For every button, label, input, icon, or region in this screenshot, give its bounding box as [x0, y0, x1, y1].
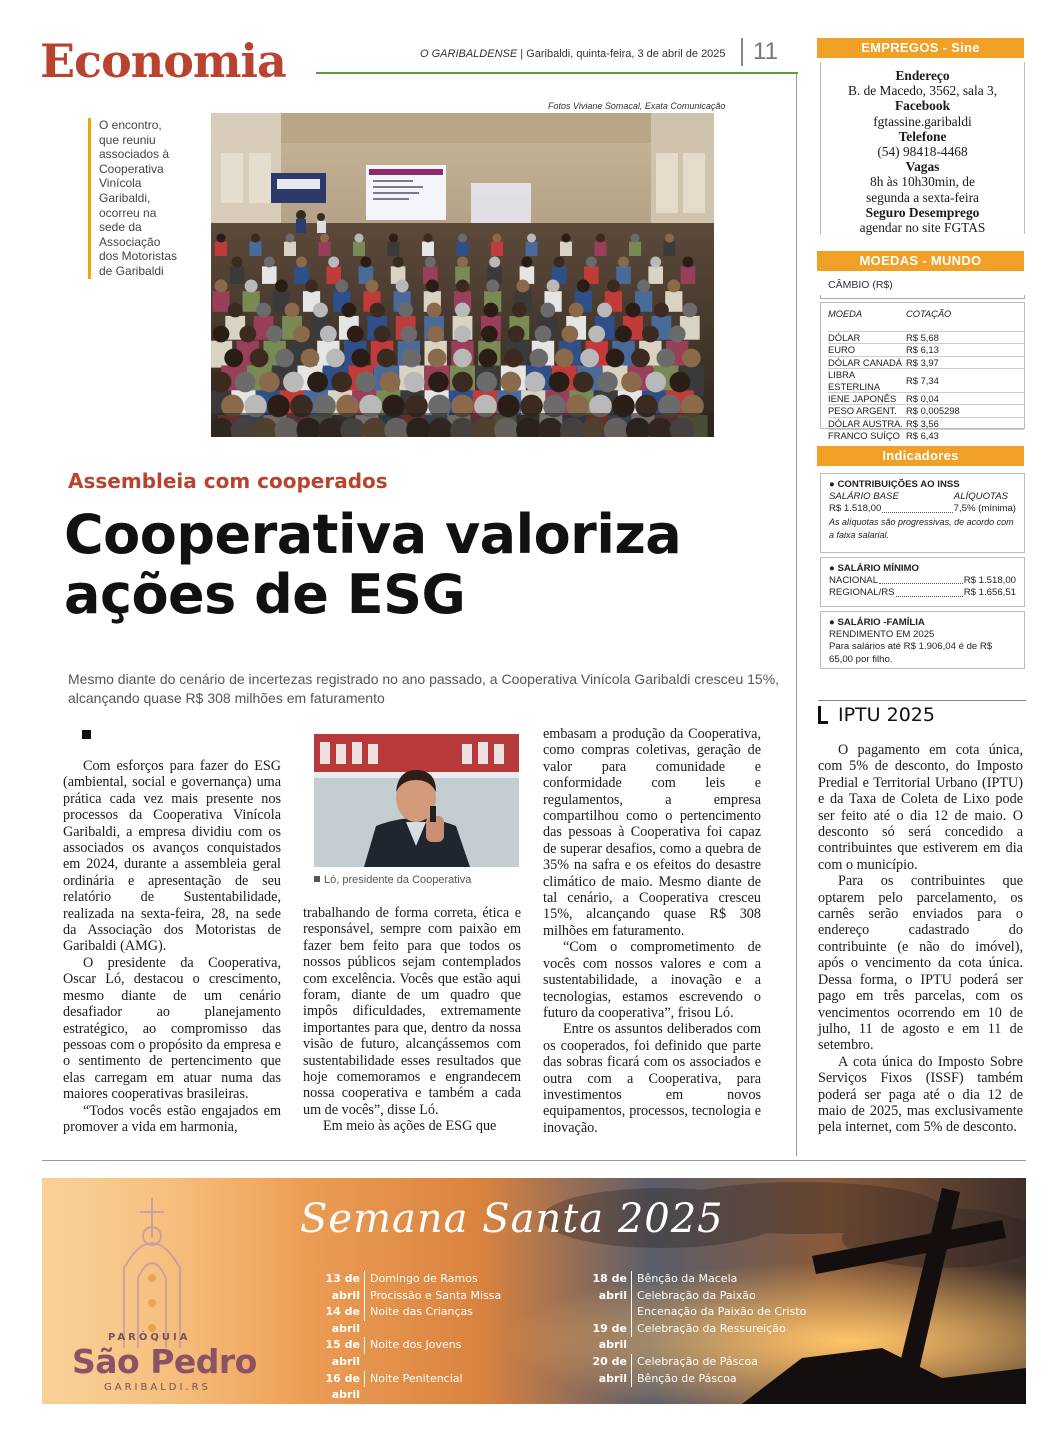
seguro-label: Seguro Desemprego: [865, 204, 980, 220]
article-headline: [64, 505, 784, 625]
article-paragraph-continued: embasam a produção da Cooperativa, como compras coletivas, geração de valor para comunidade e conformidade com leis e regulamentos, a empresa compartilhou como o pertencimento das pessoas à Cooperativa foi capaz de superar desafios, como a quebra de 35% na safra e os efeitos do desastre climático de maio. Mesmo diante de tal cenário, a Cooperativa cresceu 15%, alcançando quase R$ 308 milhões em faturamento.: [543, 726, 761, 939]
salario-familia-sub: RENDIMENTO EM 2025: [829, 629, 935, 641]
currency-row: [828, 393, 1024, 405]
event-date: 19 de abril: [592, 1321, 627, 1352]
dateline: Garibaldi, quinta-feira, 3 de abril de 2025: [526, 48, 726, 60]
event-row: [300, 1304, 501, 1337]
salario-familia-text: Para salários até R$ 1.906,04 é de R$ 65,00 por filho.: [829, 641, 993, 665]
event-item: Encenação da Paixão de Cristo: [637, 1305, 807, 1319]
masthead-separator: |: [520, 48, 527, 60]
currency-box: [820, 302, 1025, 442]
iptu-paragraph: O pagamento em cota única, com 5% de desconto, do Imposto Predial e Territorial Urbano (IPTU) e da Taxa de Coleta de Lixo pode ser feito até o dia 12 de maio. O desconto só será concedido a contribuintes que estiverem em dia com o município.: [818, 742, 1023, 873]
publication-name: O GARIBALDENSE: [420, 48, 518, 60]
iptu-column: [818, 742, 1023, 1136]
currency-name: DÓLAR AUSTRA.: [828, 417, 906, 429]
currency-name: FRANCO SUÍÇO: [828, 430, 906, 442]
article-paragraph: Com esforços para fazer do ESG (ambiental, social e governança) uma prática cada vez mais presente nos processos da Cooperativa Vinícola Garibaldi, a empresa dividiu com os associados os avanços conquistados em 2024, durante a assembleia geral ordinária e apresentação de seu relatório de Sustentabilidade, realizada na sexta-feira, 28, na sede da Associação dos Motoristas de Garibaldi (AMG).: [63, 758, 281, 955]
event-row: [300, 1337, 501, 1370]
event-date: 17 de abril: [325, 1404, 360, 1435]
currency-name: DÓLAR CANADÁ: [828, 356, 906, 368]
cotacao-column-header: COTAÇÃO: [906, 309, 952, 319]
telefone-value: (54) 98418-4468: [877, 144, 968, 160]
currency-value: R$ 3,56: [906, 417, 1024, 429]
article-paragraph: “Todos vocês estão engajados em promover a vida em harmonia,: [63, 1102, 281, 1135]
currency-value: R$ 5,68: [906, 332, 1024, 344]
event-items: [631, 1354, 758, 1387]
event-item: Lava-pés: [370, 1421, 420, 1435]
inset-caption-text: Ló, presidente da Cooperativa: [324, 874, 472, 886]
currency-value: R$ 0,04: [906, 393, 1024, 405]
currency-name: PESO ARGENT.: [828, 405, 906, 417]
event-items: [631, 1321, 786, 1338]
iptu-paragraph: A cota única do Imposto Sobre Serviços Fixos (ISSF) também poderá ser paga até o dia 12 de maio de 2025, mas exclusivamente pela internet, com 5% de desconto.: [818, 1053, 1023, 1136]
article-column-3: [543, 726, 761, 1136]
salario-nacional-row: [829, 575, 1016, 587]
vagas-value-1: 8h às 10h30min, de: [870, 174, 975, 190]
event-row: [300, 1271, 501, 1304]
event-date: 14 de abril: [325, 1305, 360, 1335]
event-item: Procissão e Santa Missa: [370, 1288, 502, 1302]
salario-minimo-box: [820, 557, 1025, 607]
currency-row: [828, 405, 1024, 417]
regional-label: REGIONAL/RS: [829, 587, 895, 599]
empregos-box: [820, 62, 1025, 234]
paroquia-label: PARÓQUIA: [108, 1332, 191, 1343]
president-photo: [314, 734, 519, 867]
currency-value: R$ 6,13: [906, 344, 1024, 356]
photo-caption: O encontro, que reuniu associados à Cooperativa Vinícola Garibaldi, ocorreu na sede da Associação dos Motoristas de Garibaldi: [88, 118, 182, 279]
endereco-value: B. de Macedo, 3562, sala 3,: [847, 83, 998, 99]
article-paragraph: Entre os assuntos deliberados com os cooperados, foi definido que parte das sobras ficará com os associados e outra com a Cooperativa, para investimentos em novos equipamentos, processos, tecnologia e inovação.: [543, 1021, 761, 1136]
square-bullet-icon: [82, 730, 91, 739]
moedas-header: MOEDAS - MUNDO: [817, 251, 1024, 271]
currency-name: EURO: [828, 344, 906, 356]
telefone-label: Telefone: [898, 128, 947, 144]
inss-rate: 7,5% (mínima): [953, 503, 1016, 515]
vagas-label: Vagas: [905, 159, 940, 175]
event-items: [364, 1304, 473, 1321]
inss-note: As alíquotas são progressivas, de acordo com a faixa salarial.: [829, 516, 1014, 540]
inss-col-salario: SALÁRIO BASE: [829, 491, 899, 503]
event-item: Celebração da Paixão: [637, 1288, 756, 1302]
inss-base: R$ 1.518,00: [829, 503, 882, 515]
paroquia-city: GARIBALDI.RS: [104, 1382, 211, 1393]
facebook-value: fgtassine.garibaldi: [873, 113, 972, 129]
article-paragraph: Em meio às ações de ESG que: [323, 1118, 497, 1135]
section-title: Economia: [40, 34, 286, 88]
iptu-title: IPTU 2025: [838, 704, 935, 726]
seguro-value: agendar no site FGTAS: [859, 220, 986, 236]
event-row: [300, 1371, 501, 1404]
corner-mark-icon: [818, 706, 828, 724]
currency-row: [828, 430, 1024, 442]
inset-photo-caption: [314, 874, 471, 886]
inss-col-aliquota: ALÍQUOTAS: [953, 491, 1008, 503]
event-date: 15 de abril: [325, 1338, 360, 1368]
article-column-2: [303, 905, 521, 1135]
vagas-value-2: segunda a sexta-feira: [865, 189, 980, 205]
salario-familia-title: ● SALÁRIO -FAMÍLIA: [829, 617, 925, 628]
empregos-header: EMPREGOS - Sine: [817, 38, 1024, 58]
events-left: [300, 1271, 501, 1437]
event-row: [565, 1321, 806, 1354]
event-item: Bênção da Macela: [637, 1272, 738, 1285]
paroquia-name: São Pedro: [72, 1342, 257, 1381]
headline-line-1: Cooperativa valoriza: [64, 503, 682, 566]
event-item: Domingo de Ramos: [370, 1272, 478, 1285]
caption-square-icon: [314, 876, 320, 882]
nacional-value: R$ 1.518,00: [963, 575, 1016, 587]
endereco-label: Endereço: [895, 68, 950, 83]
event-item: Noite das Crianças: [370, 1305, 474, 1319]
event-item: Celebração de Páscoa: [637, 1354, 758, 1368]
event-items: [364, 1337, 462, 1354]
currency-name: LIBRA ESTERLINA: [828, 369, 906, 393]
event-item: Bênção de Páscoa: [637, 1371, 737, 1385]
salario-regional-row: [829, 587, 1016, 599]
inss-box: [820, 473, 1025, 553]
currency-value: R$ 6,43: [906, 430, 1024, 442]
inss-title: ● CONTRIBUIÇÕES AO INSS: [829, 479, 960, 490]
currency-name: IENE JAPONÊS: [828, 393, 906, 405]
currency-table: [828, 331, 1024, 442]
article-paragraph-continued: trabalhando de forma correta, ética e responsável, sempre com paixão em fazer bem feito para que todos os nossos públicos sejam contemplados com excelência. Vocês que estão aqui foram, diante de um quadro que impôs dificuldades, extremamente importantes para que, dentro da nossa visão de futuro, alcançássemos com sustentabilidade esses resultados que hoje comemoramos e engrandecem nossa cooperativa e também a cada um de vocês”, disse Ló.: [303, 905, 521, 1118]
banner-rule: [42, 1160, 1026, 1161]
article-paragraph: “Com o comprometimento de vocês com nossos valores e com a sustentabilidade, a inovação e a tecnologias, estamos escrevendo o futuro da cooperativa”, frisou Ló.: [543, 939, 761, 1021]
event-row: [565, 1354, 806, 1387]
page-number: 11: [741, 38, 778, 66]
event-items: [364, 1271, 501, 1304]
inss-column-headers: [829, 491, 1016, 503]
salario-minimo-title: ● SALÁRIO MÍNIMO: [829, 563, 920, 574]
nacional-label: NACIONAL: [829, 575, 879, 587]
currency-row: [828, 344, 1024, 356]
event-date: 16 de abril: [325, 1371, 360, 1402]
inss-row: [829, 503, 1016, 515]
masthead: [420, 48, 726, 60]
event-date: 13 de abril: [325, 1272, 360, 1302]
iptu-paragraph: Para os contribuintes que optarem pelo parcelamento, os carnês serão enviados para o endereço cadastrado do contribuinte (e não do imóvel), após o vencimento da cota única. Dessa forma, o IPTU poderá ser pago em três parcelas, com os vencimentos ocorrendo em 10 de julho, 11 de agosto e em 11 de setembro.: [818, 873, 1023, 1054]
assembly-photo: [211, 113, 714, 437]
headline-line-2: ações de ESG: [64, 563, 466, 626]
event-date: 20 de abril: [592, 1354, 627, 1385]
column-divider: [796, 74, 797, 1156]
currency-name: DÓLAR: [828, 332, 906, 344]
article-paragraph: O presidente da Cooperativa, Oscar Ló, destacou o crescimento, mesmo diante de um cenário desafiador ao planejamento estratégico, ao compromisso das pessoas com o propósito da empresa e o sentimento de pertencimento que elas carregam em atuar numa das maiores cooperativas brasileiras.: [63, 954, 281, 1103]
article-column-1: [63, 758, 281, 1135]
event-items: [631, 1271, 806, 1321]
currency-value: R$ 0,005298: [906, 405, 1024, 417]
header-rule: [316, 72, 798, 74]
assembly-photo-illustration: [211, 113, 714, 437]
photo-credit: Fotos Viviane Somacal, Exata Comunicação: [548, 101, 726, 111]
indicadores-header: Indicadores: [817, 446, 1024, 466]
event-items: [364, 1404, 477, 1437]
regional-value: R$ 1.656,51: [963, 587, 1016, 599]
event-item: Noite dos Jovens: [370, 1338, 462, 1352]
moeda-column-header: MOEDA: [828, 309, 863, 319]
currency-value: R$ 3,97: [906, 356, 1024, 368]
event-row: [565, 1271, 806, 1321]
cambio-rule: [820, 295, 1025, 299]
currency-row: [828, 369, 1024, 393]
events-right: [565, 1271, 806, 1387]
currency-row: [828, 356, 1024, 368]
event-item: Noite Penitencial: [370, 1371, 463, 1385]
event-items: [364, 1371, 463, 1388]
event-row: [300, 1404, 501, 1437]
facebook-label: Facebook: [894, 98, 951, 114]
event-date: 18 de abril: [592, 1272, 627, 1302]
currency-value: R$ 7,34: [906, 369, 1024, 393]
salario-familia-box: [820, 611, 1025, 669]
banner-title: Semana Santa 2025: [300, 1196, 724, 1242]
president-photo-illustration: [314, 734, 519, 867]
currency-row: [828, 332, 1024, 344]
currency-row: [828, 417, 1024, 429]
iptu-rule: [818, 700, 1026, 701]
cambio-label: CÂMBIO (R$): [828, 279, 893, 291]
article-kicker: Assembleia com cooperados: [68, 469, 388, 493]
event-item: Unção dos Doentes: [370, 1404, 477, 1418]
article-deck: Mesmo diante do cenário de incertezas registrado no ano passado, a Cooperativa Vinícola Garibaldi cresceu 15%, alcançando quase R$ 308 milhões em faturamento: [68, 671, 780, 706]
event-item: Celebração da Ressureição: [637, 1321, 786, 1335]
